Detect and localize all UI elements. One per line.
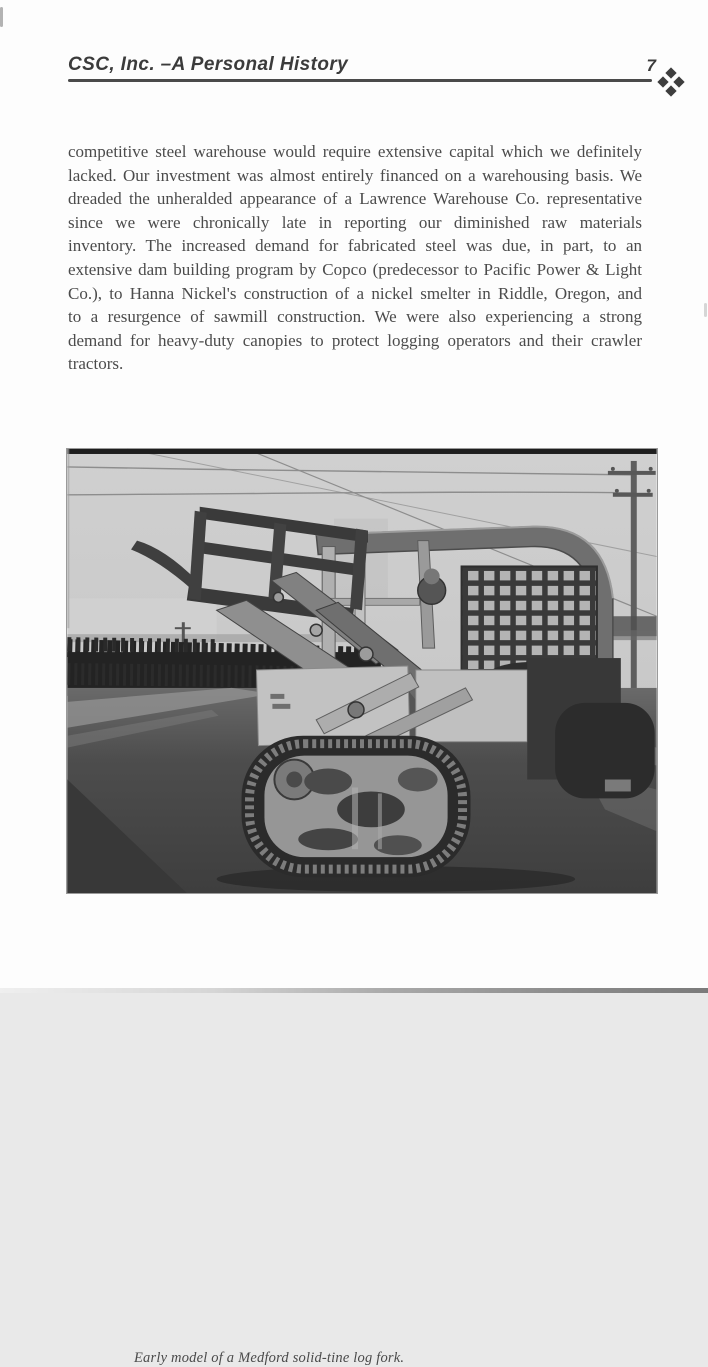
header-rule [68,79,652,82]
diamond-shape [673,76,684,87]
diamond-ornament-icon [655,69,687,101]
page-number: 7 [646,56,656,75]
diamond-shape [665,85,676,96]
scan-edge-artifact [0,988,708,993]
diamond-shape [657,76,668,87]
figure [66,448,658,1366]
scan-smudge [0,7,3,27]
photo-log-fork-tractor [66,448,658,894]
body-paragraph: competitive steel warehouse would require extensive capital which we definitely lacked. Our investment was almost entirely financed on a warehousing basis. We dreaded the unheralded appearance of a Lawrence Warehouse Co. representative since we were chronically late in reporting our diminished raw materials inventory. The increased demand for fabricated steel was due, in part, to an extensive dam building program by Copco (predecessor to Pacific Power & Light Co.), to Hanna Nickel's construction of a nickel smelter in Riddle, Oregon, and to a resurgence of sawmill construction. We were also experiencing a strong demand for heavy-duty canopies to protect logging operators and their crawler tractors. [68,142,642,374]
scan-smudge [704,303,707,317]
figure-caption: Early model of a Medford solid-tine log fork. [134,1350,405,1366]
mesh-screen [462,566,597,670]
diamond-shape [665,67,676,78]
page-title: CSC, Inc. –A Personal History [68,54,349,75]
